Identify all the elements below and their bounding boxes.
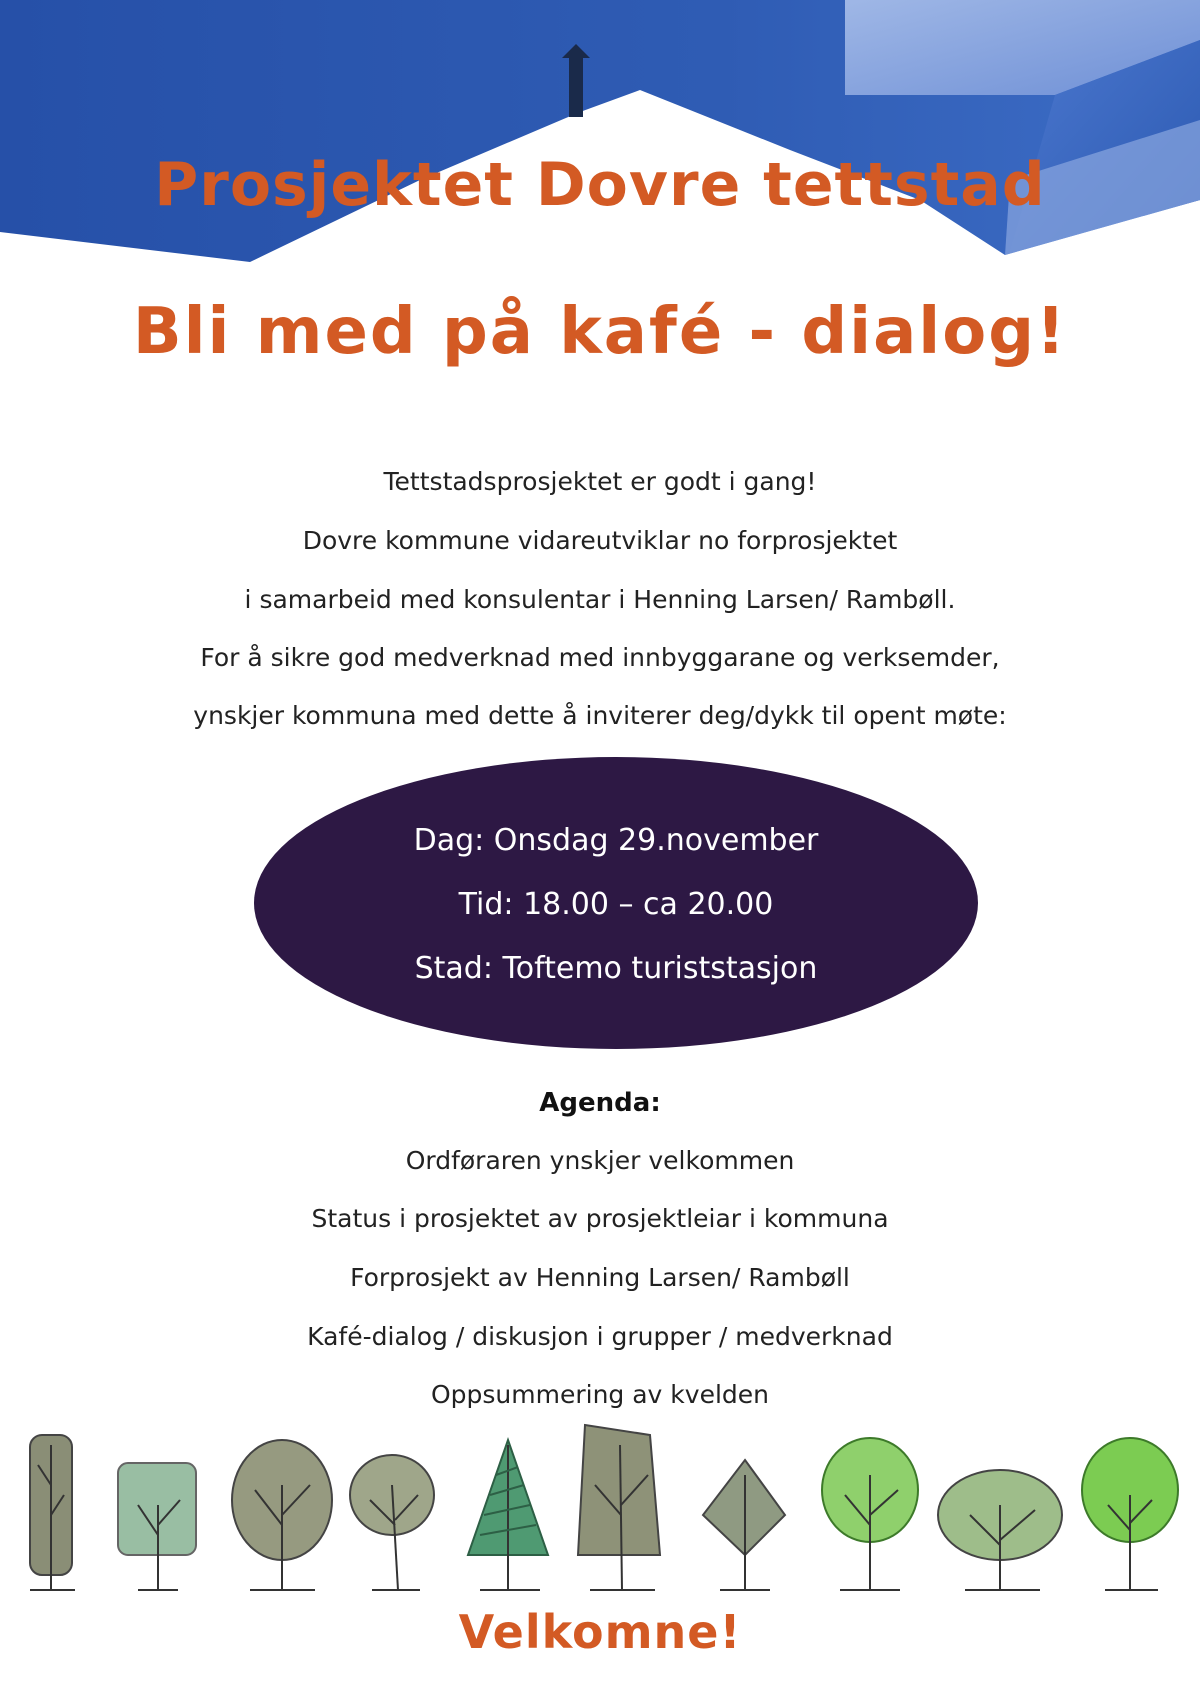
event-place: Stad: Toftemo turiststasjon <box>414 951 818 986</box>
tree-illustration <box>30 1435 75 1590</box>
event-day: Dag: Onsdag 29.november <box>413 823 819 858</box>
tree-illustration <box>822 1438 918 1590</box>
tree-illustrations <box>0 1405 1200 1615</box>
intro-line: Tettstadsprosjektet er godt i gang! <box>383 467 817 496</box>
agenda-item: Forprosjekt av Henning Larsen/ Rambøll <box>350 1263 850 1292</box>
tree-illustration <box>468 1440 548 1590</box>
tree-illustration <box>703 1460 785 1590</box>
intro-line: ynskjer kommuna med dette å inviterer deg/dykk til opent møte: <box>193 701 1007 730</box>
agenda-title: Agenda: <box>539 1088 661 1118</box>
intro-line: Dovre kommune vidareutviklar no forprosjektet <box>302 526 898 555</box>
tree-illustration <box>350 1455 434 1590</box>
chimney <box>569 55 583 117</box>
tree-illustration <box>118 1463 196 1590</box>
agenda-item: Ordføraren ynskjer velkommen <box>405 1146 795 1175</box>
tree-illustration <box>578 1425 660 1590</box>
welcome-text: Velkomne! <box>458 1605 742 1659</box>
event-time: Tid: 18.00 – ca 20.00 <box>458 887 774 922</box>
agenda-item: Kafé-dialog / diskusjon i grupper / medverknad <box>307 1322 893 1351</box>
agenda-item: Status i prosjektet av prosjektleiar i kommuna <box>311 1204 889 1233</box>
intro-line: i samarbeid med konsulentar i Henning Larsen/ Rambøll. <box>244 585 956 614</box>
tree-illustration <box>1082 1438 1178 1590</box>
invite-title: Bli med på kafé - dialog! <box>132 295 1068 369</box>
banner-graphic <box>0 0 1200 270</box>
intro-line: For å sikre god medverknad med innbyggarane og verksemder, <box>200 643 1000 672</box>
agenda-item: Oppsummering av kvelden <box>430 1380 769 1409</box>
project-title: Prosjektet Dovre tettstad <box>154 150 1046 220</box>
tree-illustration <box>938 1470 1062 1590</box>
tree-illustration <box>232 1440 332 1590</box>
